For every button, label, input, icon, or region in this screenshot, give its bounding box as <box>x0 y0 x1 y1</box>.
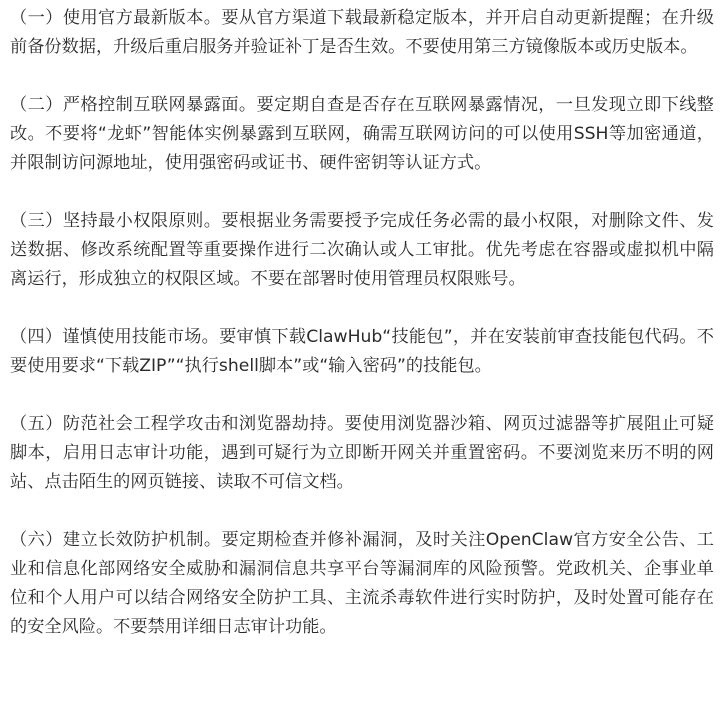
paragraph-2: （二）严格控制互联网暴露面。要定期自查是否存在互联网暴露情况，一旦发现立即下线整改。不要将“龙虾”智能体实例暴露到互联网，确需互联网访问的可以使用SSH等加密通道，并限制访问源地址，使用强密码或证书、硬件密钥等认证方式。 <box>10 95 714 173</box>
paragraph-1: （一）使用官方最新版本。要从官方渠道下载最新稳定版本，并开启自动更新提醒；在升级前备份数据，升级后重启服务并验证补丁是否生效。不要使用第三方镜像版本或历史版本。 <box>10 8 714 57</box>
paragraph-4: （四）谨慎使用技能市场。要审慎下载ClawHub“技能包”，并在安装前审查技能包代码。不要使用要求“下载ZIP”“执行shell脚本”或“输入密码”的技能包。 <box>10 327 714 376</box>
paragraph-5: （五）防范社会工程学攻击和浏览器劫持。要使用浏览器沙箱、网页过滤器等扩展阻止可疑脚本，启用日志审计功能，遇到可疑行为立即断开网关并重置密码。不要浏览来历不明的网站、点击陌生的网页链接、读取不可信文档。 <box>10 414 714 492</box>
paragraph-3: （三）坚持最小权限原则。要根据业务需要授予完成任务必需的最小权限，对删除文件、发送数据、修改系统配置等重要操作进行二次确认或人工审批。优先考虑在容器或虚拟机中隔离运行，形成独立的权限区域。不要在部署时使用管理员权限账号。 <box>10 211 714 289</box>
paragraph-6: （六）建立长效防护机制。要定期检查并修补漏洞，及时关注OpenClaw官方安全公告、工业和信息化部网络安全威胁和漏洞信息共享平台等漏洞库的风险预警。党政机关、企事业单位和个人用户可以结合网络安全防护工具、主流杀毒软件进行实时防护，及时处置可能存在的安全风险。不要禁用详细日志审计功能。 <box>10 530 714 637</box>
